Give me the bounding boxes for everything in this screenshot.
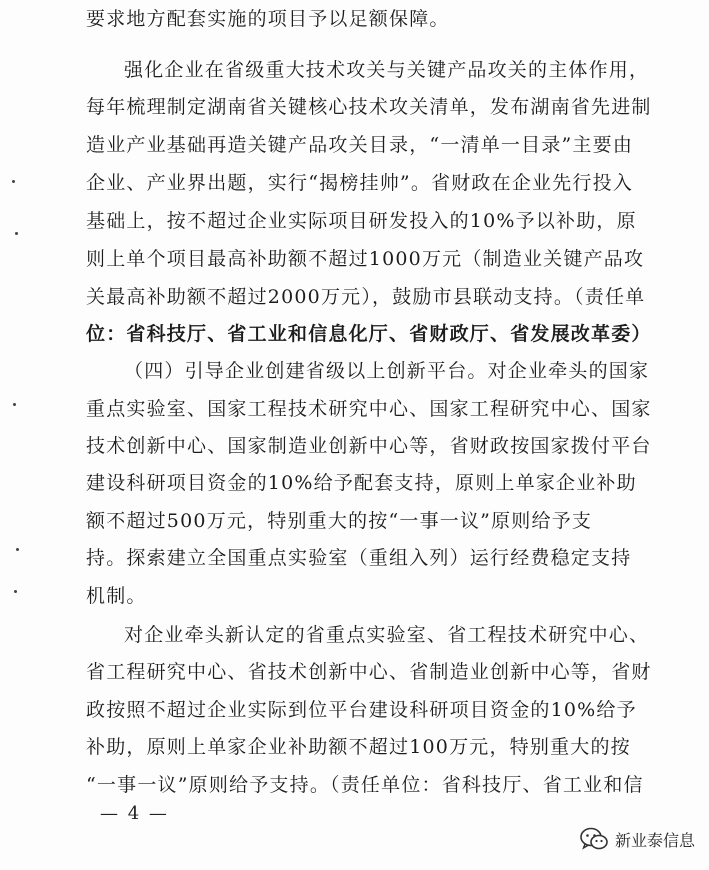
scan-speck <box>16 548 19 551</box>
text-line: 强化企业在省级重大技术攻关与关键产品攻关的主体作用， <box>124 59 650 81</box>
text-line: 企业、产业界出题，实行“揭榜挂帅”。省财政在企业先行投入 <box>86 172 634 194</box>
text-line: 额不超过500万元，特别重大的按“一事一议”原则给予支 <box>86 510 593 532</box>
text-line: 技术创新中心、国家制造业创新中心等，省财政按国家拨付平台 <box>86 435 652 457</box>
text-line: 建设科研项目资金的10%给予配套支持，原则上单家企业补助 <box>86 472 637 494</box>
text-line: 持。探索建立全国重点实验室（重组入列）运行经费稳定支持 <box>86 547 632 569</box>
text-line: 省工程研究中心、省技术创新中心、省制造业创新中心等，省财 <box>86 661 652 683</box>
text-line: 每年梳理制定湖南省关键核心技术攻关清单，发布湖南省先进制 <box>86 96 652 118</box>
text-line: 机制。 <box>86 585 147 607</box>
watermark-text: 新业泰信息 <box>614 830 695 850</box>
scan-speck <box>15 232 18 235</box>
scan-speck <box>12 180 15 183</box>
text-line: 政按照不超过企业实际到位平台建设科研项目资金的10%给予 <box>86 699 637 721</box>
wechat-icon <box>579 825 609 853</box>
text-line: 位：省科技厅、省工业和信息化厅、省财政厅、省发展改革委） <box>86 323 652 345</box>
text-line: 造业产业基础再造关键产品攻关目录，“一清单一目录”主要由 <box>86 134 634 156</box>
text-line: “一事一议”原则给予支持。（责任单位：省科技厅、省工业和信 <box>86 774 644 796</box>
scan-speck <box>13 403 16 406</box>
watermark <box>579 824 695 854</box>
text-line: 重点实验室、国家工程技术研究中心、国家工程研究中心、国家 <box>86 398 652 420</box>
text-line: 则上单个项目最高补助额不超过1000万元（制造业关键产品攻 <box>86 248 645 270</box>
text-line: 基础上，按不超过企业实际项目研发投入的10%予以补助，原 <box>86 210 637 232</box>
text-line: 关最高补助额不超过2000万元），鼓励市县联动支持。（责任单 <box>86 286 646 308</box>
scan-speck <box>14 590 17 593</box>
text-line: 要求地方配套实施的项目予以足额保障。 <box>86 8 450 30</box>
page-number: — 4 — <box>100 803 169 824</box>
text-line: 补助，原则上单家企业补助额不超过100万元，特别重大的按 <box>86 736 631 758</box>
section-heading-line: （四）引导企业创建省级以上创新平台。对企业牵头的国家 <box>124 360 650 382</box>
text-line: 对企业牵头新认定的省重点实验室、省工程技术研究中心、 <box>124 624 650 646</box>
